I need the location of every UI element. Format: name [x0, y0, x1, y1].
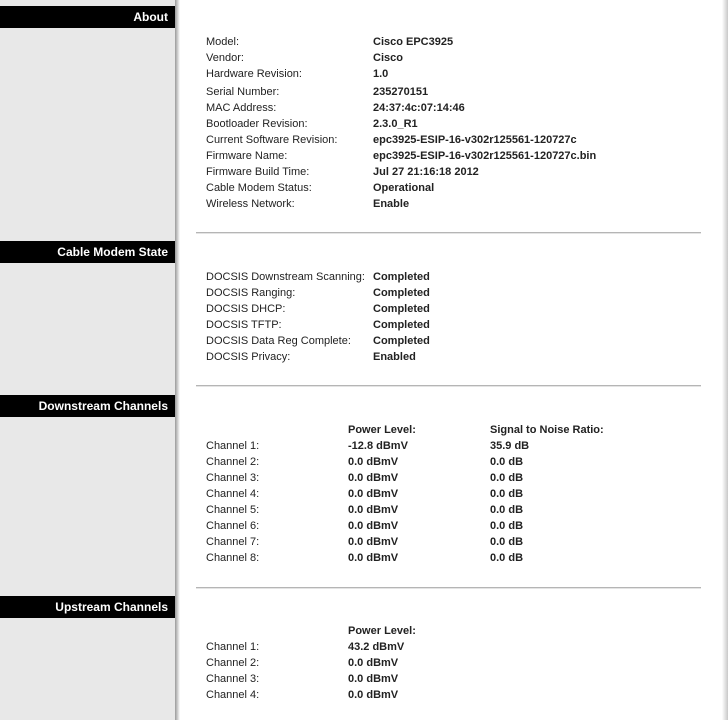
section-divider	[196, 385, 701, 387]
channel-label: Channel 2:	[206, 456, 260, 468]
state-value: Completed	[373, 335, 430, 347]
channel-label: Channel 1:	[206, 641, 260, 653]
about-label: MAC Address:	[206, 102, 277, 114]
upstream-power-header: Power Level:	[348, 625, 416, 637]
about-value: Operational	[373, 182, 435, 194]
channel-label: Channel 1:	[206, 440, 260, 452]
power-level-value: 0.0 dBmV	[348, 520, 399, 532]
section-divider	[196, 587, 701, 589]
about-value: Jul 27 21:16:18 2012	[373, 166, 479, 178]
state-label: DOCSIS DHCP:	[206, 303, 286, 315]
about-label: Wireless Network:	[206, 198, 295, 210]
about-value: 24:37:4c:07:14:46	[373, 102, 465, 114]
about-value: Enable	[373, 198, 410, 210]
state-row-dhcp	[206, 301, 706, 317]
channel-label: Channel 5:	[206, 504, 260, 516]
about-row-mac-address	[206, 100, 706, 116]
about-label: Current Software Revision:	[206, 134, 338, 146]
power-level-value: 0.0 dBmV	[348, 689, 399, 701]
about-label: Bootloader Revision:	[206, 118, 308, 130]
section-header-upstream-channels: Upstream Channels	[0, 596, 175, 618]
power-level-value: 0.0 dBmV	[348, 488, 399, 500]
about-row-model	[206, 34, 706, 50]
downstream-snr-header: Signal to Noise Ratio:	[490, 424, 604, 436]
about-value: Cisco	[373, 52, 403, 64]
section-header-about: About	[0, 6, 175, 28]
about-label: Firmware Build Time:	[206, 166, 310, 178]
about-row-hardware-revision	[206, 66, 706, 82]
state-row-data-reg-complete	[206, 333, 706, 349]
snr-value: 0.0 dB	[490, 456, 524, 468]
downstream-power-header: Power Level:	[348, 424, 416, 436]
about-row-wireless-network	[206, 196, 706, 212]
snr-value: 0.0 dB	[490, 472, 524, 484]
about-label: Cable Modem Status:	[206, 182, 312, 194]
snr-value: 0.0 dB	[490, 552, 524, 564]
power-level-value: 0.0 dBmV	[348, 673, 399, 685]
section-header-cable-modem-state: Cable Modem State	[0, 241, 175, 263]
channel-label: Channel 2:	[206, 657, 260, 669]
power-level-value: 0.0 dBmV	[348, 504, 399, 516]
section-divider	[196, 232, 701, 234]
snr-value: 35.9 dB	[490, 440, 530, 452]
snr-value: 0.0 dB	[490, 504, 524, 516]
right-edge-shadow	[722, 0, 728, 720]
state-label: DOCSIS TFTP:	[206, 319, 282, 331]
downstream-row	[206, 550, 706, 566]
channel-label: Channel 4:	[206, 488, 260, 500]
about-label: Hardware Revision:	[206, 68, 302, 80]
downstream-row	[206, 486, 706, 502]
downstream-row	[206, 454, 706, 470]
about-value: 235270151	[373, 86, 429, 98]
channel-label: Channel 3:	[206, 673, 260, 685]
power-level-value: 0.0 dBmV	[348, 472, 399, 484]
about-row-firmware-name	[206, 148, 706, 164]
downstream-row	[206, 438, 706, 454]
about-label: Model:	[206, 36, 240, 48]
upstream-row	[206, 671, 706, 687]
about-row-cable-modem-status	[206, 180, 706, 196]
downstream-row	[206, 518, 706, 534]
about-value: Cisco EPC3925	[373, 36, 454, 48]
state-value: Completed	[373, 271, 430, 283]
about-row-bootloader-revision	[206, 116, 706, 132]
state-row-ranging	[206, 285, 706, 301]
state-value: Completed	[373, 303, 430, 315]
about-label: Firmware Name:	[206, 150, 288, 162]
content-shadow	[175, 0, 180, 720]
downstream-row	[206, 534, 706, 550]
downstream-row	[206, 502, 706, 518]
state-value: Completed	[373, 319, 430, 331]
state-value: Enabled	[373, 351, 416, 363]
channel-label: Channel 7:	[206, 536, 260, 548]
snr-value: 0.0 dB	[490, 488, 524, 500]
channel-label: Channel 4:	[206, 689, 260, 701]
state-label: DOCSIS Ranging:	[206, 287, 296, 299]
about-row-firmware-build-time	[206, 164, 706, 180]
downstream-row	[206, 470, 706, 486]
about-row-vendor	[206, 50, 706, 66]
about-label: Vendor:	[206, 52, 244, 64]
about-value: epc3925-ESIP-16-v302r125561-120727c.bin	[373, 150, 597, 162]
snr-value: 0.0 dB	[490, 520, 524, 532]
state-row-privacy	[206, 349, 706, 365]
state-row-downstream-scanning	[206, 269, 706, 285]
power-level-value: 43.2 dBmV	[348, 641, 405, 653]
state-value: Completed	[373, 287, 430, 299]
state-row-tftp	[206, 317, 706, 333]
state-label: DOCSIS Downstream Scanning:	[206, 271, 365, 283]
snr-value: 0.0 dB	[490, 536, 524, 548]
state-label: DOCSIS Privacy:	[206, 351, 291, 363]
about-value: 1.0	[373, 68, 389, 80]
about-value: epc3925-ESIP-16-v302r125561-120727c	[373, 134, 577, 146]
power-level-value: 0.0 dBmV	[348, 657, 399, 669]
channel-label: Channel 8:	[206, 552, 260, 564]
about-row-software-revision	[206, 132, 706, 148]
channel-label: Channel 3:	[206, 472, 260, 484]
about-label: Serial Number:	[206, 86, 280, 98]
power-level-value: 0.0 dBmV	[348, 456, 399, 468]
upstream-row	[206, 639, 706, 655]
power-level-value: 0.0 dBmV	[348, 552, 399, 564]
about-row-serial-number	[206, 84, 706, 100]
power-level-value: -12.8 dBmV	[348, 440, 408, 452]
channel-label: Channel 6:	[206, 520, 260, 532]
about-value: 2.3.0_R1	[373, 118, 418, 130]
upstream-row	[206, 687, 706, 703]
upstream-row	[206, 655, 706, 671]
power-level-value: 0.0 dBmV	[348, 536, 399, 548]
state-label: DOCSIS Data Reg Complete:	[206, 335, 351, 347]
section-header-downstream-channels: Downstream Channels	[0, 395, 175, 417]
